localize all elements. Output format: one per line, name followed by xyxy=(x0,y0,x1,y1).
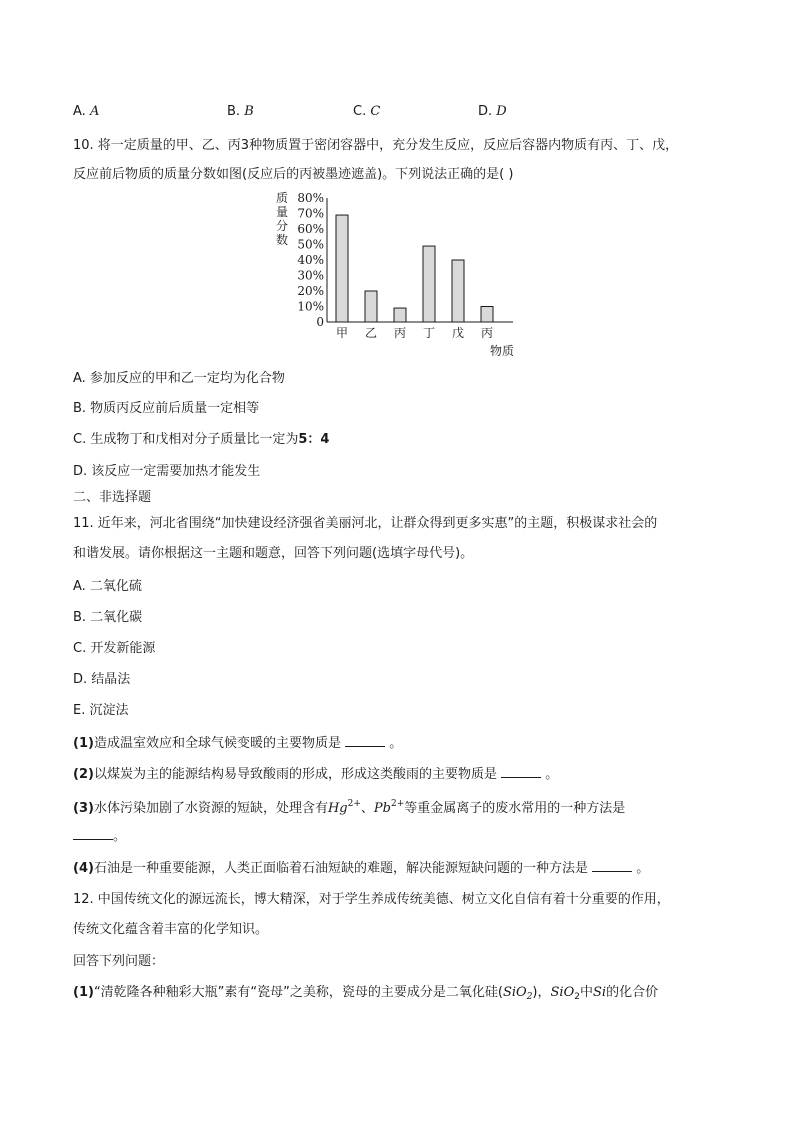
q10-option-c[interactable]: C. 生成物丁和戊相对分子质量比一定为5：4 xyxy=(73,432,330,447)
q10-stem-line1: 10. 将一定质量的甲、乙、丙3种物质置于密闭容器中，充分发生反应，反应后容器内物质有丙、丁、戊， xyxy=(73,138,679,153)
q10-option-b[interactable]: B. 物质丙反应前后质量一定相等 xyxy=(73,401,260,416)
q12-answer-prompt: 回答下列问题： xyxy=(73,954,165,969)
ion-hg: Hg xyxy=(327,801,348,816)
q12-sub1: (1)“清乾隆各种釉彩大瓶”素有“瓷母”之美称，瓷母的主要成分是二氧化硅(SiO$_2$)，SiO$_2$中Si的化合价 xyxy=(73,985,659,1002)
q10-option-d[interactable]: D. 该反应一定需要加热才能发生 xyxy=(73,464,261,479)
x-tick-label: 丙 xyxy=(480,326,494,340)
y-tick-label: 70% xyxy=(297,206,324,221)
y-tick-label: 30% xyxy=(297,268,324,283)
ylabel-char: 分 xyxy=(275,219,289,233)
x-tick-label: 戊 xyxy=(451,326,465,340)
q9-option-d[interactable]: D. D xyxy=(478,104,507,119)
q11-choice-a: A. 二氧化硫 xyxy=(73,579,142,594)
chart-x-ticks xyxy=(336,325,493,340)
q11-stem-line1: 11. 近年来，河北省围绕“加快建设经济强省美丽河北，让群众得到更多实惠”的主题，积极谋求社会的 xyxy=(73,516,658,531)
q11-choice-b: B. 二氧化碳 xyxy=(73,610,143,625)
q9-option-c[interactable]: C. C xyxy=(353,104,381,119)
y-tick-label: 60% xyxy=(297,222,324,236)
q11-sub2: (2)以煤炭为主的能源结构易导致酸雨的形成，形成这类酸雨的主要物质是 。 xyxy=(73,767,559,782)
q11-sub1: (1)造成温室效应和全球气候变暖的主要物质是 。 xyxy=(73,736,403,751)
q11-choice-e: E. 沉淀法 xyxy=(73,703,129,718)
y-tick-label: 80% xyxy=(297,191,324,205)
chart-ylabel xyxy=(276,190,288,247)
q9-option-a[interactable]: A. A xyxy=(73,104,100,119)
q11-sub4: (4)石油是一种重要能源，人类正面临着石油短缺的难题，解决能源短缺问题的一种方法是 。 xyxy=(73,861,650,876)
q10-stem-line2: 反应前后物质的质量分数如图(反应后的丙被墨迹遮盖)。下列说法正确的是( ) xyxy=(73,167,514,182)
answer-blank[interactable] xyxy=(73,828,113,840)
q9-option-b[interactable]: B. B xyxy=(227,104,254,119)
answer-blank[interactable] xyxy=(592,860,632,872)
y-tick-label: 20% xyxy=(297,284,324,298)
q11-stem-line2: 和谐发展。请你根据这一主题和题意，回答下列问题(选填字母代号)。 xyxy=(73,546,474,561)
q11-sub3: (3)水体污染加剧了水资源的短缺，处理含有$Hg^{2+}$、$Pb^{2+}$等重金属离子的废水常用的一种方法是 xyxy=(73,799,626,816)
q12-stem-line1: 12. 中国传统文化的源远流长，博大精深，对于学生养成传统美德、树立文化自信有着十分重要的作用， xyxy=(73,892,670,907)
x-tick-label: 甲 xyxy=(335,326,349,340)
ylabel-char: 数 xyxy=(275,233,289,247)
q11-choice-c: C. 开发新能源 xyxy=(73,641,156,656)
q10-bar-chart xyxy=(270,188,530,363)
bar-0 xyxy=(336,215,348,322)
ylabel-char: 量 xyxy=(275,205,289,219)
q11-sub3-blank-line: 。 xyxy=(73,828,126,845)
bar-4 xyxy=(452,260,464,322)
x-tick-label: 丙 xyxy=(393,326,407,340)
x-tick-label: 乙 xyxy=(364,326,378,340)
y-tick-label: 10% xyxy=(297,299,324,314)
chart-bars xyxy=(336,215,493,322)
ylabel-char: 质 xyxy=(275,191,289,205)
q10-option-a[interactable]: A. 参加反应的甲和乙一定均为化合物 xyxy=(73,371,285,386)
bar-3 xyxy=(423,246,435,322)
x-tick-label: 丁 xyxy=(422,326,436,340)
y-tick-label: 50% xyxy=(297,237,324,252)
chart-xlabel: 物质 xyxy=(489,344,515,358)
chart-y-ticks xyxy=(297,191,324,329)
section-title: 二、非选择题 xyxy=(73,490,152,505)
bar-1 xyxy=(365,291,377,322)
ion-pb: Pb xyxy=(373,801,391,816)
q11-choice-d: D. 结晶法 xyxy=(73,672,131,687)
y-tick-label: 0 xyxy=(316,315,324,329)
answer-blank[interactable] xyxy=(345,735,385,747)
bar-2 xyxy=(394,308,406,322)
y-tick-label: 40% xyxy=(297,253,324,267)
answer-blank[interactable] xyxy=(501,766,541,778)
q12-stem-line2: 传统文化蕴含着丰富的化学知识。 xyxy=(73,922,269,937)
bar-5 xyxy=(481,307,493,323)
